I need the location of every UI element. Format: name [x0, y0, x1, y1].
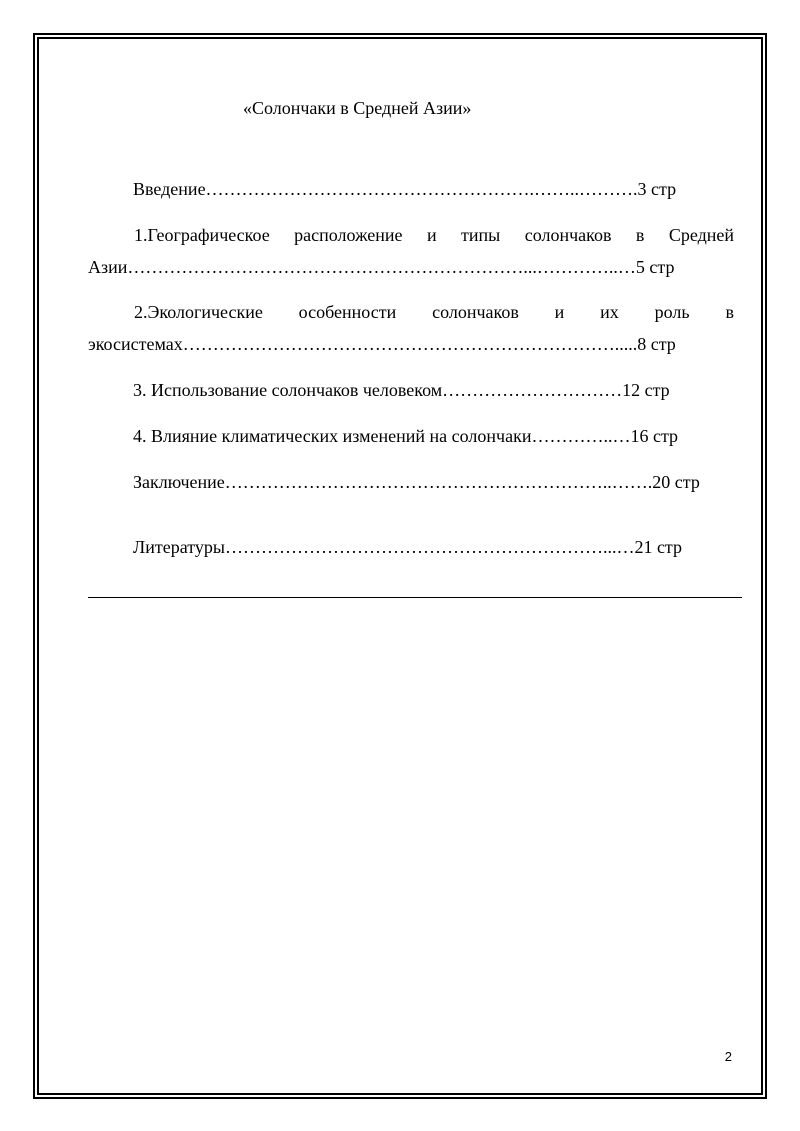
- toc-word: и: [426, 225, 437, 245]
- toc-word: 1.Географическое: [134, 225, 270, 245]
- toc-word: их: [600, 302, 619, 322]
- toc-entry-1-line1: [134, 224, 734, 246]
- toc-word: в: [635, 225, 645, 245]
- toc-entry-3: 3. Использование солончаков человеком…………………………12 стр: [133, 380, 670, 400]
- toc-entry-introduction: Введение……………………………………………….……..……….3 стр: [133, 179, 677, 199]
- toc-word: солончаков: [432, 302, 519, 322]
- toc-word: роль: [654, 302, 690, 322]
- horizontal-rule: [88, 597, 742, 598]
- toc-word: особенности: [298, 302, 397, 322]
- toc-entry-2-line2: экосистемах……………………………………………………………….....8 стр: [88, 334, 676, 354]
- toc-entry-conclusion: Заключение………………………………………………………..…….20 стр: [133, 472, 700, 492]
- toc-entry-4: 4. Влияние климатических изменений на солончаки…………..…16 стр: [133, 426, 679, 446]
- toc-word: 2.Экологические: [134, 302, 263, 322]
- document-title: «Солончаки в Средней Азии»: [243, 98, 472, 118]
- page-number: 2: [724, 1049, 732, 1064]
- toc-word: Средней: [668, 225, 734, 245]
- toc-word: солончаков: [524, 225, 612, 245]
- toc-entry-1-line2: Азии…………………………………………………………...…………..…5 стр: [88, 257, 675, 277]
- toc-word: и: [554, 302, 565, 322]
- toc-word: расположение: [294, 225, 403, 245]
- toc-word: типы: [461, 225, 501, 245]
- toc-word: в: [725, 302, 734, 322]
- toc-entry-references: Литературы………………………………………………………...…21 стр: [133, 537, 683, 557]
- toc-entry-2-line1: [134, 301, 734, 323]
